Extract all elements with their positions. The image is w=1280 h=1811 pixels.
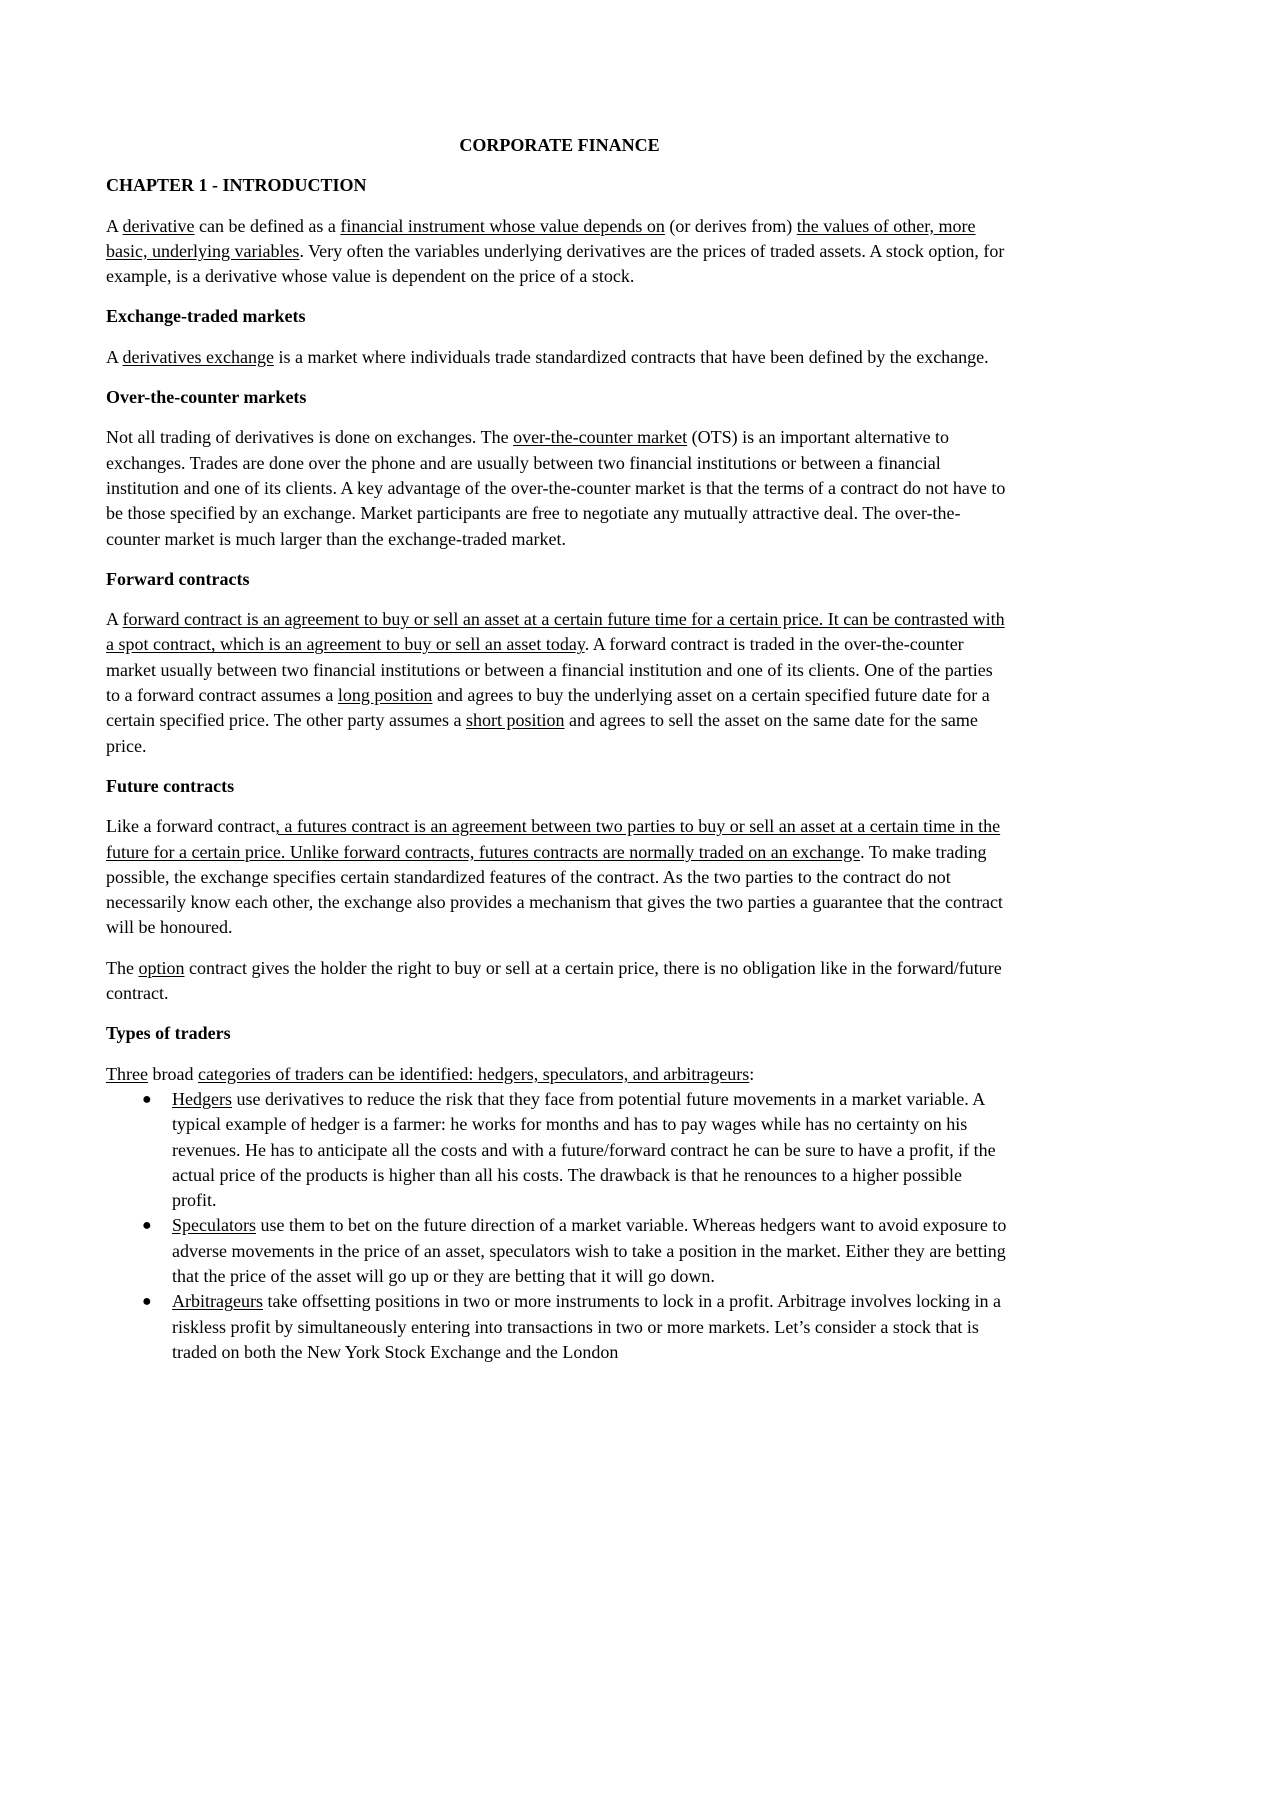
intro-underline-financial-instrument: financial instrument whose value depends on	[340, 215, 665, 236]
exchange-term-derivatives-exchange: derivatives exchange	[122, 346, 274, 367]
otc-paragraph	[106, 425, 1007, 551]
bullet-text-hedgers: use derivatives to reduce the risk that they face from potential future movements in a market variable. A typical example of hedger is a farmer: he works for months and has to pay wages while has no certainty on his revenues. He has to anticipate all the costs and with a future/forward contract he can be sure to have a profit, if the actual price of the products is higher than all his costs. The drawback is that he renounces to a higher possible profit.	[172, 1088, 996, 1211]
forward-term-short-position: short position	[466, 710, 565, 731]
traders-intro-paragraph	[106, 1062, 1007, 1087]
traders-heading: Types of traders	[106, 1023, 231, 1044]
intro-text-4: . Very often the variables underlying derivatives are the prices of traded assets. A stock option, for example, is a derivative whose value is dependent on the price of a stock.	[106, 240, 1005, 287]
document-title: CORPORATE FINANCE	[459, 135, 660, 155]
forward-text-4: and agrees to sell the asset on the same date for the same price.	[106, 710, 978, 756]
option-term: option	[138, 957, 185, 978]
bullet-dot-icon: ●	[142, 1090, 152, 1108]
traders-text-1: broad	[147, 1063, 198, 1084]
future-text-1: Like a forward contract	[106, 816, 276, 837]
chapter-heading: CHAPTER 1 - INTRODUCTION	[106, 175, 367, 196]
otc-text-2: (OTS) is an important alternative to exchanges. Trades are done over the phone and are usually between two financial institutions or between a financial institution and one of its clients. A key advantage of the over-the-counter market is that the terms of a contract do not have to be those specified by an exchange. Market participants are free to negotiate any mutually attractive deal. The over-the-counter market is much larger than the exchange-traded market.	[106, 427, 1006, 549]
bullet-text-speculators: use them to bet on the future direction of a market variable. Whereas hedgers want to avoid exposure to adverse movements in the price of an asset, speculators wish to take a position in the market. Either they are betting that the price of the asset will go up or they are betting that it will go down.	[172, 1215, 1007, 1286]
future-heading: Future contracts	[106, 775, 235, 796]
traders-text-2: :	[749, 1063, 755, 1084]
exchange-paragraph	[106, 345, 1007, 370]
forward-text-2: . A forward contract is traded in the over-the-counter market usually between two financial institutions or between a financial institution and one of its clients. One of the parties to a forward contract assumes a	[106, 634, 993, 706]
future-paragraph	[106, 814, 1007, 940]
forward-text-3: and agrees to buy the underlying asset on a certain specified future date for a certain specified price. The other party assumes a	[106, 685, 990, 731]
traders-underline-categories: categories of traders can be identified: hedgers, speculators, and arbitrageurs	[197, 1063, 750, 1084]
future-underline-definition: , a futures contract is an agreement between two parties to buy or sell an asset at a certain time in the future for a certain price. Unlike forward contracts, futures contracts are normally traded on an exchange	[106, 816, 1001, 862]
bullet-speculators	[142, 1213, 1007, 1289]
exchange-text-2: is a market where individuals trade standardized contracts that have been defined by the exchange.	[273, 346, 989, 367]
intro-paragraph	[106, 214, 1007, 290]
otc-text-1: Not all trading of derivatives is done on exchanges. The	[106, 427, 514, 448]
bullet-term-arbitrageurs: Arbitrageurs	[172, 1291, 263, 1312]
bullet-text-arbitrageurs: take offsetting positions in two or more instruments to lock in a profit. Arbitrage involves locking in a riskless profit by simultaneously entering into transactions in two or more markets. Let’s consider a stock that is traded on both the New York Stock Exchange and the London	[172, 1291, 1002, 1362]
option-text-1: The	[106, 957, 139, 978]
future-text-2: . To make trading possible, the exchange specifies certain standardized features of the contract. As the two parties to the contract do not necessarily know each other, the exchange also provides a mechanism that gives the two parties a guarantee that the contract will be honoured.	[106, 841, 1003, 938]
forward-underline-definition: forward contract is an agreement to buy or sell an asset at a certain future time for a certain price. It can be contrasted with a spot contract, which is an agreement to buy or sell an asset today	[106, 609, 1005, 655]
bullet-term-speculators: Speculators	[172, 1215, 256, 1236]
bullet-arbitrageurs	[142, 1289, 1007, 1365]
traders-underline-three: Three	[106, 1063, 148, 1084]
traders-bullet-list	[106, 1087, 1007, 1365]
bullet-term-hedgers: Hedgers	[172, 1088, 232, 1109]
otc-term-over-the-counter-market: over-the-counter market	[513, 427, 688, 448]
bullet-dot-icon: ●	[142, 1293, 152, 1311]
bullet-dot-icon: ●	[142, 1217, 152, 1235]
exchange-text-1: A	[106, 346, 123, 367]
forward-text-1: A	[106, 609, 123, 630]
forward-heading: Forward contracts	[106, 568, 250, 589]
intro-text-1: A	[106, 215, 123, 236]
intro-text-3: (or derives from)	[664, 215, 797, 236]
intro-underline-underlying-variables: the values of other, more basic, underlying variables	[106, 215, 976, 261]
option-text-2: contract gives the holder the right to buy or sell at a certain price, there is no obligation like in the forward/future contract.	[106, 957, 1002, 1004]
bullet-hedgers	[142, 1087, 1007, 1213]
otc-heading: Over-the-counter markets	[106, 387, 307, 408]
option-paragraph	[106, 956, 1007, 1007]
forward-paragraph	[106, 607, 1007, 759]
exchange-heading: Exchange-traded markets	[106, 306, 306, 327]
forward-term-long-position: long position	[337, 685, 433, 706]
intro-text-2: can be defined as a	[194, 215, 341, 236]
intro-term-derivative: derivative	[122, 215, 195, 236]
